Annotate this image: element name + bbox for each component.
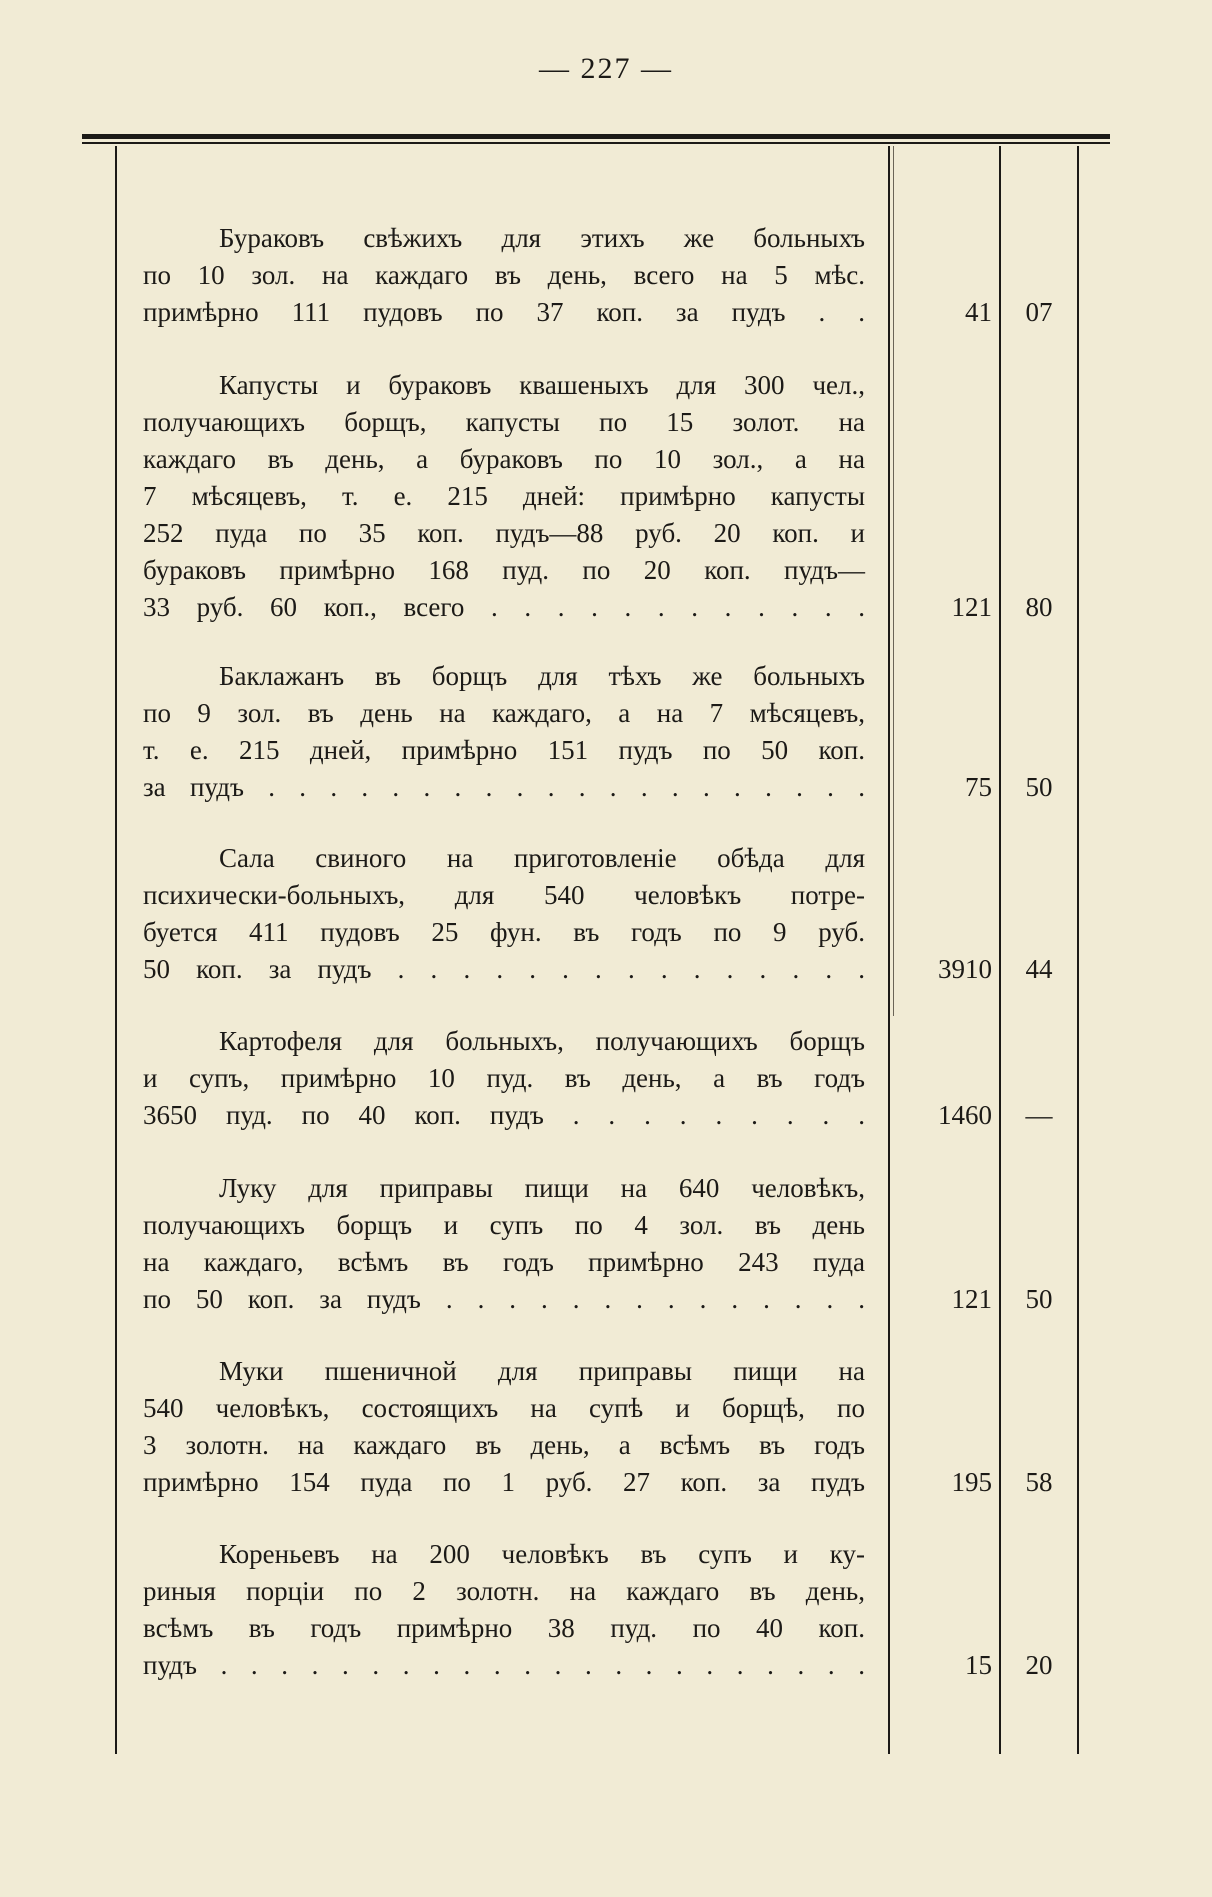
entry-text-line: Бураковъ свѣжихъ для этихъ же больныхъ [219, 223, 865, 253]
amount-kopecks: 58 [1025, 1467, 1053, 1497]
amount-kopecks: 44 [1025, 954, 1053, 984]
entry-text-line: Муки пшеничной для приправы пищи на [219, 1356, 865, 1386]
entry-text-line: 540 человѣкъ, состоящихъ на супѣ и борщѣ, по [143, 1393, 865, 1423]
entry-text-line: на каждаго, всѣмъ въ годъ примѣрно 243 пуда [143, 1247, 865, 1277]
entry-text-line: за пудъ . . . . . . . . . . . . . . . . . . . . [143, 772, 865, 802]
column-rule-mid [888, 146, 890, 1754]
ledger-entry [143, 658, 865, 806]
amount-kopecks: — [1025, 1100, 1053, 1130]
entry-text-line: Картофеля для больныхъ, получающихъ борщъ [219, 1026, 865, 1056]
column-rule-right [999, 146, 1001, 1754]
ledger-entry [143, 840, 865, 988]
entry-text-line: по 10 зол. на каждаго въ день, всего на 5 мѣс. [143, 260, 865, 290]
entry-text-line: психически-больныхъ, для 540 человѣкъ потре- [143, 880, 865, 910]
header-rule-thin [82, 142, 1110, 144]
entry-text-line: примѣрно 154 пуда по 1 руб. 27 коп. за пудъ [143, 1467, 865, 1497]
amount-rubles: 121 [951, 592, 992, 622]
ledger-entry [143, 1170, 865, 1318]
amount-kopecks: 80 [1025, 592, 1053, 622]
amount-kopecks: 50 [1025, 772, 1053, 802]
page-number: — 227 — [539, 52, 673, 85]
amount-rubles: 1460 [938, 1100, 992, 1130]
header-rule-thick [82, 134, 1110, 139]
entry-text-line: 50 коп. за пудъ . . . . . . . . . . . . . . . [143, 954, 865, 984]
entry-text-line: получающихъ борщъ, капусты по 15 золот. на [143, 407, 865, 437]
amount-rubles: 3910 [938, 954, 992, 984]
ledger-entry [143, 1353, 865, 1501]
entry-text-line: по 9 зол. въ день на каждаго, а на 7 мѣсяцевъ, [143, 698, 865, 728]
entry-text-line: по 50 коп. за пудъ . . . . . . . . . . . . . . [143, 1284, 865, 1314]
entry-text-line: Сала свиного на приготовленіе обѣда для [219, 843, 865, 873]
entry-text-line: всѣмъ въ годъ примѣрно 38 пуд. по 40 коп. [143, 1613, 865, 1643]
ledger-entry [143, 1023, 865, 1134]
amount-rubles: 121 [951, 1284, 992, 1314]
amount-rubles: 195 [951, 1467, 992, 1497]
amount-rubles: 75 [965, 772, 992, 802]
amount-kopecks: 50 [1025, 1284, 1053, 1314]
entry-text-line: 3650 пуд. по 40 коп. пудъ . . . . . . . . . [143, 1100, 865, 1130]
column-rule-mid-inner [893, 146, 894, 1016]
entry-text-line: риныя порціи по 2 золотн. на каждаго въ день, [143, 1576, 865, 1606]
ledger-entry [143, 220, 865, 331]
entry-text-line: 252 пуда по 35 коп. пудъ—88 руб. 20 коп. и [143, 518, 865, 548]
entry-text-line: 3 золотн. на каждаго въ день, а всѣмъ въ годъ [143, 1430, 865, 1460]
entry-text-line: Кореньевъ на 200 человѣкъ въ супъ и ку- [219, 1539, 865, 1569]
entry-text-line: т. е. 215 дней, примѣрно 151 пудъ по 50 коп. [143, 735, 865, 765]
entry-text-line: бураковъ примѣрно 168 пуд. по 20 коп. пудъ— [143, 555, 865, 585]
entry-text-line: 33 руб. 60 коп., всего . . . . . . . . . . . . [143, 592, 865, 622]
ledger-entry [143, 1536, 865, 1684]
entry-text-line: пудъ . . . . . . . . . . . . . . . . . . . . . . [143, 1650, 865, 1680]
entry-text-line: 7 мѣсяцевъ, т. е. 215 дней: примѣрно капусты [143, 481, 865, 511]
amount-kopecks: 20 [1025, 1650, 1053, 1680]
amount-rubles: 15 [965, 1650, 992, 1680]
column-rule-left [115, 146, 117, 1754]
entry-text-line: получающихъ борщъ и супъ по 4 зол. въ день [143, 1210, 865, 1240]
amount-kopecks: 07 [1025, 297, 1053, 327]
entry-text-line: примѣрно 111 пудовъ по 37 коп. за пудъ . . [143, 297, 865, 327]
entry-text-line: и супъ, примѣрно 10 пуд. въ день, а въ годъ [143, 1063, 865, 1093]
entry-text-line: буется 411 пудовъ 25 фун. въ годъ по 9 руб. [143, 917, 865, 947]
ledger-entry [143, 367, 865, 626]
entry-text-line: Баклажанъ въ борщъ для тѣхъ же больныхъ [219, 661, 865, 691]
entry-text-line: Луку для приправы пищи на 640 человѣкъ, [219, 1173, 865, 1203]
entry-text-line: Капусты и бураковъ квашеныхъ для 300 чел., [219, 370, 865, 400]
amount-rubles: 41 [965, 297, 992, 327]
entry-text-line: каждаго въ день, а бураковъ по 10 зол., а на [143, 444, 865, 474]
column-rule-far [1077, 146, 1079, 1754]
